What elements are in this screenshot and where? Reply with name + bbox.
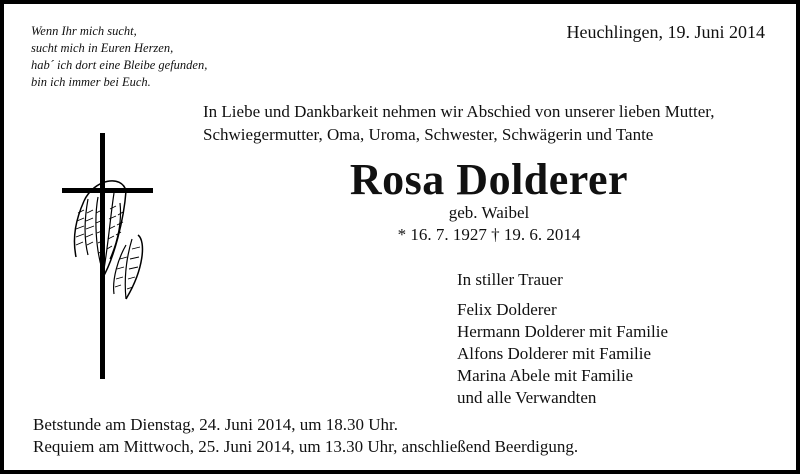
mourners-list — [457, 299, 668, 409]
intro-line: In Liebe und Dankbarkeit nehmen wir Abschied von unserer lieben Mutter, — [203, 102, 715, 121]
mourner-name: Marina Abele mit Familie — [457, 366, 634, 385]
requiem-info: Requiem am Mittwoch, 25. Juni 2014, um 13.30 Uhr, anschließend Beerdigung. — [33, 437, 579, 456]
mourning-heading: In stiller Trauer — [457, 270, 563, 289]
deceased-name: Rosa Dolderer — [349, 155, 629, 204]
poem-line: hab´ ich dort eine Bleibe gefunden, — [31, 58, 208, 72]
intro-text — [203, 100, 715, 146]
poem-line: sucht mich in Euren Herzen, — [31, 41, 174, 55]
prayer-hour-info: Betstunde am Dienstag, 24. Juni 2014, um 18.30 Uhr. — [33, 415, 399, 434]
poem-line: bin ich immer bei Euch. — [31, 75, 151, 89]
mourner-name: und alle Verwandten — [457, 388, 597, 407]
poem — [31, 23, 207, 91]
place-date: Heuchlingen, 19. Juni 2014 — [566, 22, 765, 42]
service-info — [33, 414, 578, 458]
mourner-name: Felix Dolderer — [457, 300, 557, 319]
mourner-name: Alfons Dolderer mit Familie — [457, 344, 652, 363]
poem-line: Wenn Ihr mich sucht, — [31, 24, 137, 38]
birth-name: geb. Waibel — [448, 203, 530, 222]
mourner-name: Hermann Dolderer mit Familie — [457, 322, 669, 341]
life-dates: * 16. 7. 1927 † 19. 6. 2014 — [397, 225, 581, 244]
intro-line: Schwiegermutter, Oma, Uroma, Schwester, Schwägerin und Tante — [203, 125, 654, 144]
